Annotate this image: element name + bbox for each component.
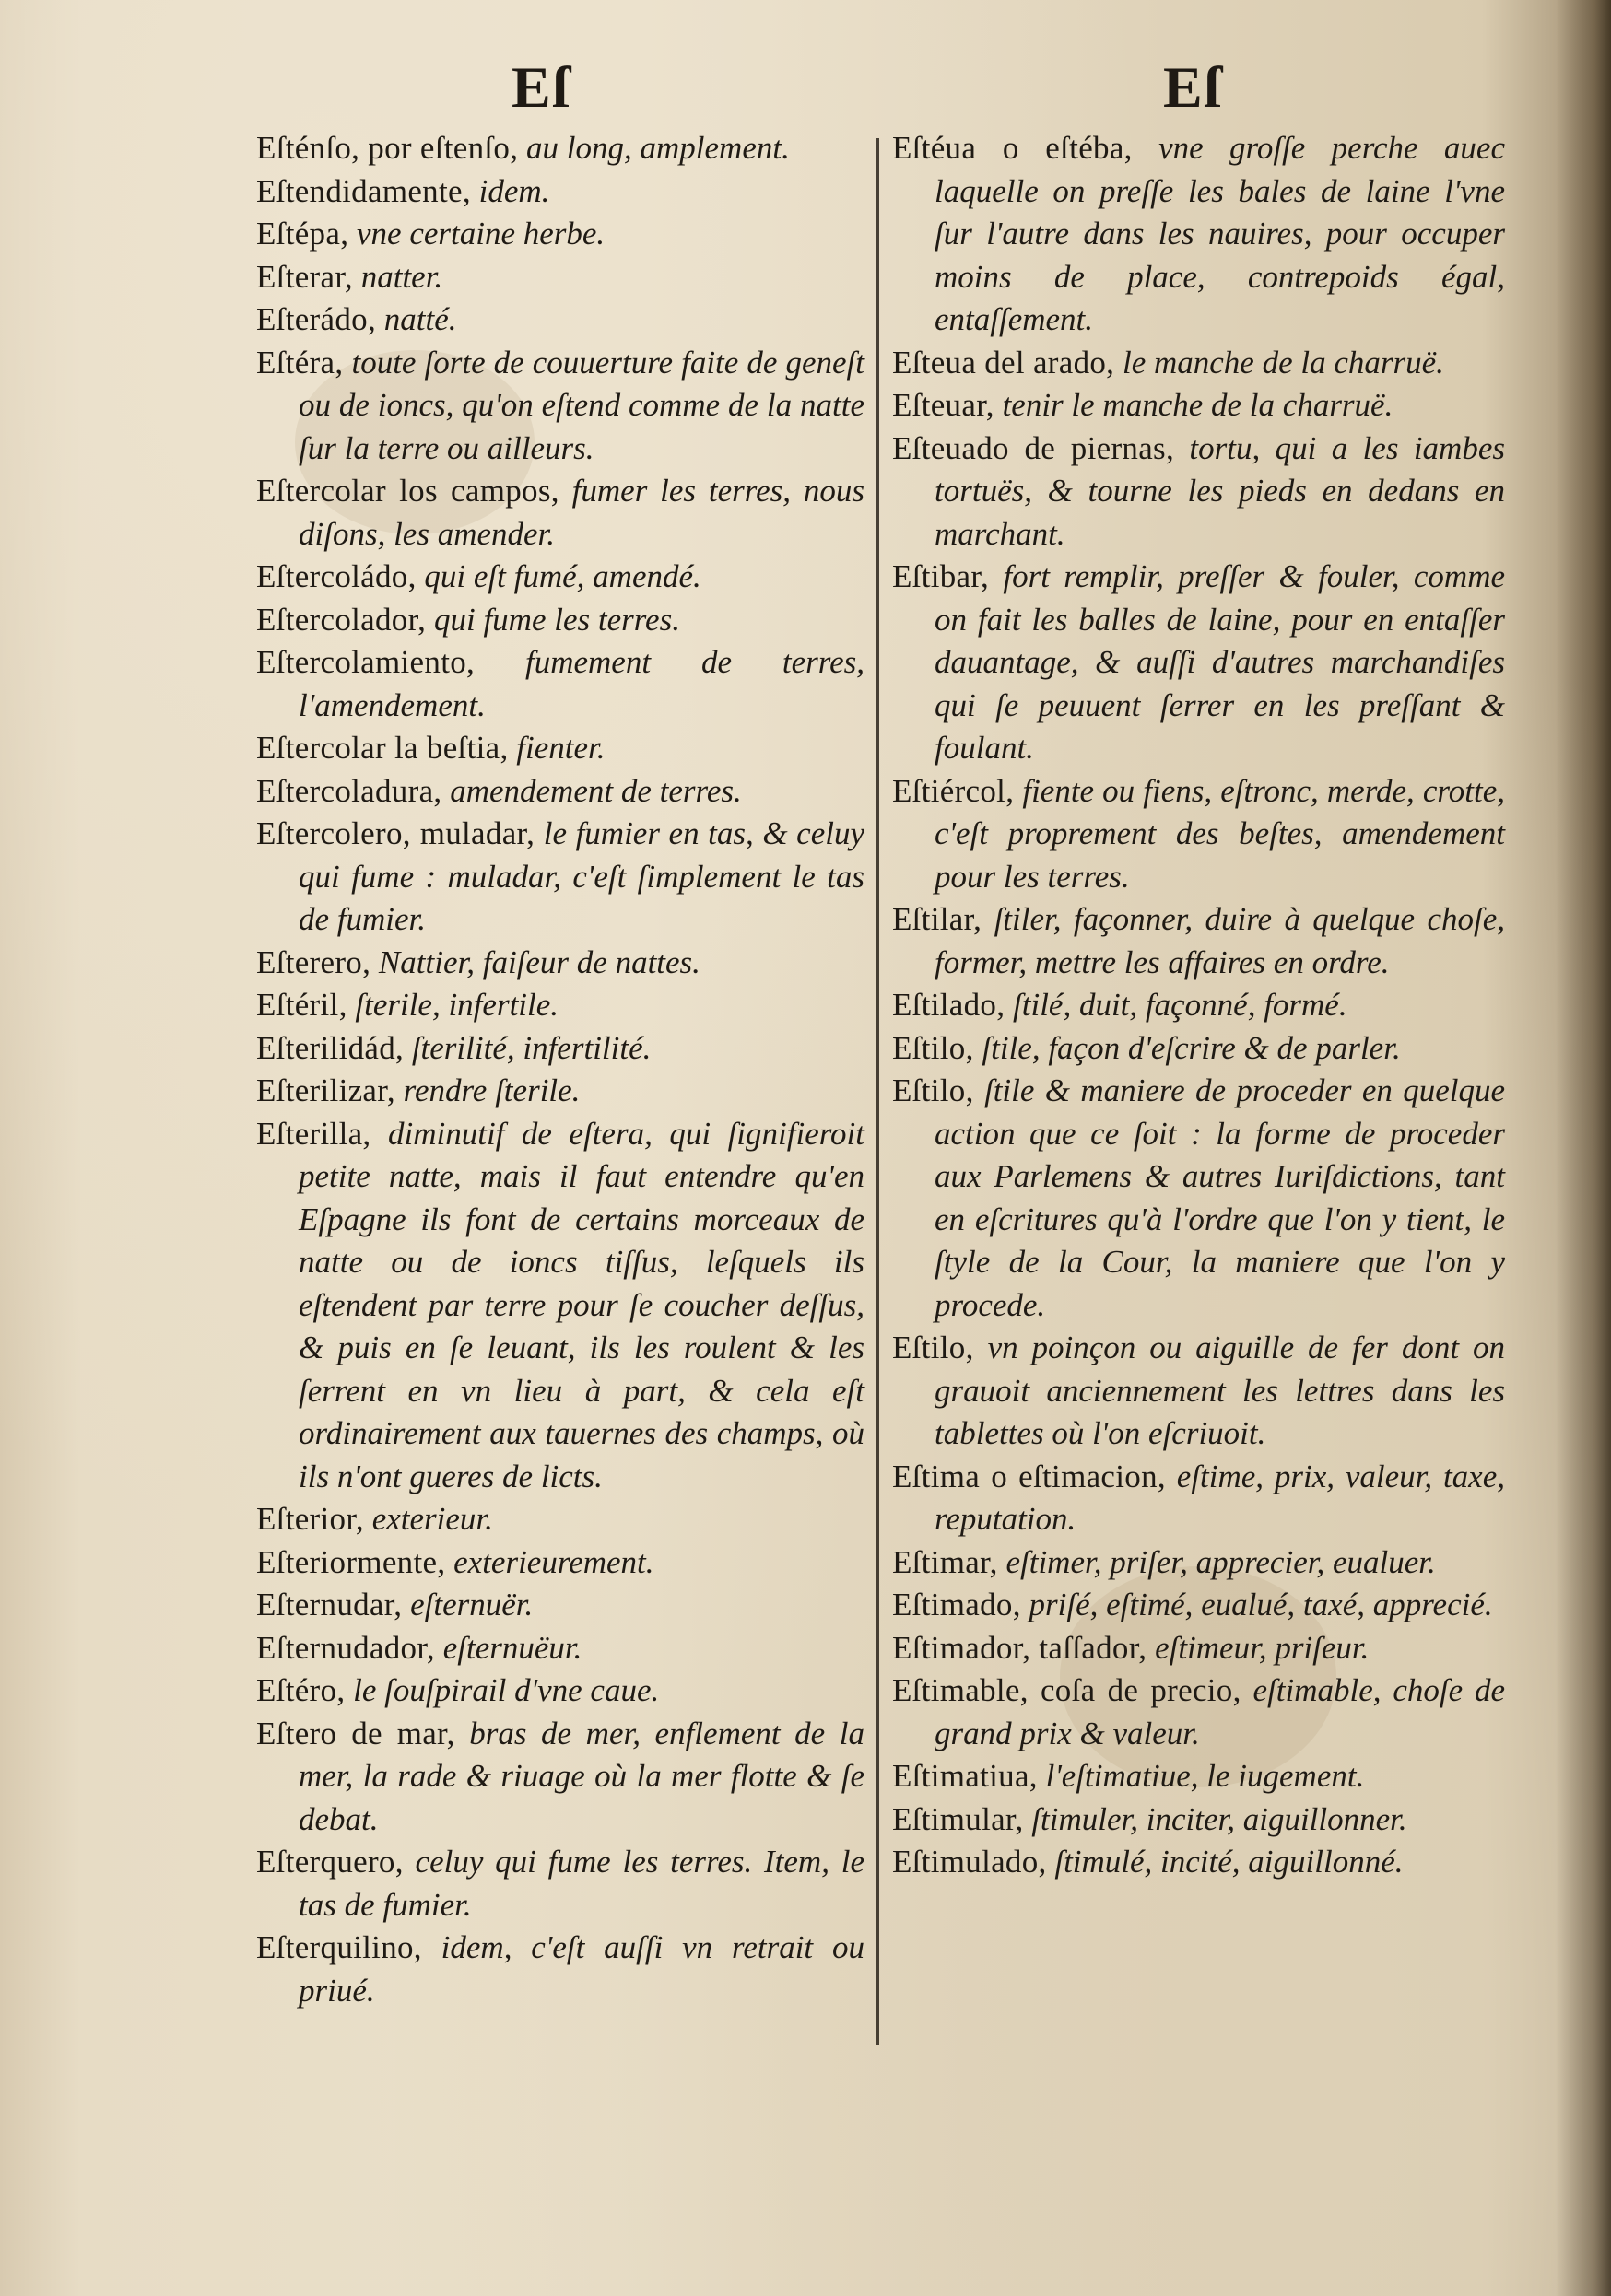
dictionary-entry	[256, 470, 864, 556]
column-divider	[876, 138, 879, 2045]
entry-definition: tortu, qui a les iambes tortuës, & tourne les pieds en dedans en marchant.	[935, 429, 1505, 552]
entry-headword: Eſtilar,	[892, 901, 982, 937]
entry-headword: Eſtéra,	[256, 344, 344, 381]
running-head-right: Eſ	[1163, 54, 1223, 120]
entry-headword: Eſterquero,	[256, 1844, 404, 1880]
entry-headword: Eſtéua o eſtéba,	[892, 130, 1133, 166]
dictionary-entry	[256, 342, 864, 471]
entry-definition: fiente ou fiens, eſtronc, merde, crotte, c'eſt proprement des beſtes, amendement pour les terres.	[935, 772, 1505, 895]
dictionary-entry	[892, 1798, 1505, 1842]
entry-definition: eſternuëur.	[434, 1629, 582, 1666]
dictionary-entry	[256, 556, 864, 599]
entry-definition: vne groſſe perche auec laquelle on preſſe les bales de laine l'vne ſur l'autre dans les nauires, pour occuper moins de place, contrepoids égal, entaſſement.	[935, 130, 1506, 337]
entry-definition: fort remplir, preſſer & fouler, comme on fait les balles de laine, pour en entaſſer dauantage, & auſſi d'autres marchandiſes qui ſe peuuent ſerrer en les preſſant & foulant.	[935, 558, 1505, 766]
entry-headword: Eſternudar,	[256, 1587, 403, 1622]
dictionary-entry	[256, 984, 864, 1027]
dictionary-entry	[256, 727, 864, 770]
dictionary-entry	[892, 127, 1505, 342]
entry-headword: Eſternudador,	[256, 1629, 435, 1666]
entry-headword: Eſtilo,	[892, 1072, 974, 1108]
dictionary-entry	[892, 1327, 1505, 1456]
entry-definition: tenir le manche de la charruë.	[994, 387, 1393, 423]
dictionary-entry	[256, 770, 864, 814]
dictionary-entry	[256, 942, 864, 985]
entry-headword: Eſtilo,	[892, 1029, 974, 1066]
entry-definition: fienter.	[508, 730, 606, 766]
entry-definition: eſtimeur, priſeur.	[1147, 1629, 1370, 1666]
entry-definition: amendement de terres.	[441, 772, 742, 809]
entry-definition: ſtilé, duit, façonné, formé.	[1005, 987, 1347, 1023]
entry-headword: Eſtiércol,	[892, 772, 1015, 809]
dictionary-entry	[256, 127, 864, 170]
dictionary-entry	[892, 384, 1505, 428]
entry-headword: Eſtima o eſtimacion,	[892, 1458, 1166, 1494]
entry-definition: le fumier en tas, & celuy qui fume : muladar, c'eſt ſimplement le tas de fumier.	[299, 815, 864, 937]
entry-headword: Eſtendidamente,	[256, 172, 471, 209]
entry-headword: Eſterilla,	[256, 1115, 371, 1152]
entry-headword: Eſtimador, taſſador,	[892, 1629, 1147, 1666]
dictionary-entry	[892, 428, 1505, 556]
entry-definition: eſternuër.	[402, 1587, 534, 1622]
entry-definition: natté.	[376, 301, 457, 337]
entry-headword: Eſterar,	[256, 258, 353, 295]
entry-headword: Eſtéro,	[256, 1672, 346, 1708]
dictionary-entry	[256, 299, 864, 342]
dictionary-entry	[256, 599, 864, 642]
dictionary-entry	[256, 256, 864, 299]
dictionary-entry	[892, 984, 1505, 1027]
entry-definition: ſterilité, infertilité.	[404, 1029, 652, 1066]
dictionary-entry	[892, 1541, 1505, 1585]
dictionary-entry	[256, 1927, 864, 2012]
dictionary-entry	[256, 1498, 864, 1541]
dictionary-entry	[256, 1841, 864, 1927]
entry-definition: le manche de la charruë.	[1114, 344, 1444, 381]
entry-headword: Eſtilo,	[892, 1330, 974, 1365]
entry-definition: idem, c'eſt auſſi vn retrait ou priué.	[299, 1929, 864, 2009]
entry-definition: rendre ſterile.	[394, 1072, 581, 1108]
entry-headword: Eſtibar,	[892, 558, 989, 594]
entry-headword: Eſterquilino,	[256, 1929, 422, 1965]
entry-definition: fumer les terres, nous diſons, les amender.	[299, 473, 864, 552]
entry-definition: l'eſtimatiue, le iugement.	[1037, 1758, 1365, 1794]
entry-definition: ſtile & maniere de proceder en quelque action que ce ſoit : la forme de proceder aux Parlemens & autres Iuriſdictions, tant en eſcritures qu'à l'ordre que l'on y tient, le ſtyle de la Cour, la maniere que l'on y procede.	[935, 1072, 1505, 1323]
entry-definition: toute ſorte de couuerture faite de geneſt ou de ioncs, qu'on eſtend comme de la natte ſur la terre ou ailleurs.	[299, 344, 864, 466]
entry-headword: Eſtimar,	[892, 1543, 998, 1580]
entry-headword: Eſtépa,	[256, 216, 349, 252]
dictionary-entry	[256, 1113, 864, 1499]
dictionary-entry	[892, 1627, 1505, 1670]
entry-definition: exterieurement.	[445, 1543, 654, 1580]
entry-headword: Eſtercolero, muladar,	[256, 815, 535, 851]
entry-definition: ſtimulé, incité, aiguillonné.	[1046, 1844, 1404, 1880]
entry-definition: ſtile, façon d'eſcrire & de parler.	[973, 1029, 1401, 1066]
entry-headword: Eſtimable, coſa de precio,	[892, 1672, 1241, 1708]
entry-headword: Eſteuado de piernas,	[892, 429, 1175, 466]
entry-definition: eſtime, prix, valeur, taxe, reputation.	[935, 1458, 1505, 1537]
entry-headword: Eſtimular,	[892, 1800, 1024, 1837]
entry-headword: Eſterádo,	[256, 301, 377, 337]
dictionary-entry	[892, 770, 1505, 899]
entry-headword: Eſtilado,	[892, 987, 1005, 1023]
entry-headword: Eſtimatiua,	[892, 1758, 1038, 1794]
entry-definition: le ſouſpirail d'vne caue.	[345, 1672, 660, 1708]
entry-definition: vne certaine herbe.	[348, 216, 606, 252]
entry-headword: Eſterero,	[256, 943, 371, 980]
dictionary-entry	[892, 1841, 1505, 1884]
dictionary-entry	[256, 1584, 864, 1627]
entry-headword: Eſtéril,	[256, 987, 347, 1023]
entry-headword: Eſterilizar,	[256, 1072, 395, 1108]
dictionary-entry	[256, 641, 864, 727]
entry-definition: natter.	[352, 258, 443, 295]
dictionary-entry	[256, 213, 864, 256]
entry-headword: Eſtercolamiento,	[256, 644, 476, 680]
entry-definition: diminutif de eſtera, qui ſignifieroit petite natte, mais il faut entendre qu'en Eſpagne ils font de certains morceaux de natte ou de ioncs tiſſus, leſquels ils eſtendent par terre pour ſe coucher deſſus, & puis en ſe leuant, ils les roulent & les ſerrent en vn lieu à part, & cela eſt ordinairement aux tauernes des champs, où ils n'ont gueres de licts.	[299, 1115, 864, 1494]
dictionary-entry	[892, 898, 1505, 984]
dictionary-entry	[892, 1070, 1505, 1327]
entry-headword: Eſteriormente,	[256, 1543, 446, 1580]
entry-headword: Eſtero de mar,	[256, 1715, 455, 1751]
dictionary-entry	[256, 813, 864, 942]
entry-definition: priſé, eſtimé, eualué, taxé, apprecié.	[1020, 1587, 1493, 1622]
entry-headword: Eſtercoladura,	[256, 772, 442, 809]
entry-headword: Eſterilidád,	[256, 1029, 405, 1066]
entry-definition: fumement de terres, l'amendement.	[299, 644, 864, 723]
page-edge-shadow	[1556, 0, 1611, 2296]
entry-headword: Eſtercolador,	[256, 601, 427, 638]
entry-headword: Eſtimulado,	[892, 1844, 1047, 1880]
dictionary-entry	[892, 342, 1505, 385]
entry-definition: eſtimable, choſe de grand prix & valeur.	[935, 1672, 1505, 1751]
dictionary-entry	[256, 1627, 864, 1670]
entry-definition: qui fume les terres.	[426, 601, 680, 638]
dictionary-entry	[892, 1027, 1505, 1071]
dictionary-entry	[256, 1541, 864, 1585]
right-column	[892, 127, 1505, 1884]
dictionary-entry	[892, 1584, 1505, 1627]
entry-definition: ſterile, infertile.	[347, 987, 559, 1023]
entry-headword: Eſterior,	[256, 1501, 364, 1537]
dictionary-entry	[256, 1070, 864, 1113]
entry-headword: Eſtercolar los campos,	[256, 473, 559, 509]
dictionary-entry	[256, 1669, 864, 1713]
dictionary-entry	[892, 556, 1505, 770]
entry-headword: Eſteua del arado,	[892, 344, 1115, 381]
entry-headword: Eſteuar,	[892, 387, 994, 423]
entry-headword: Eſtercolar la beſtia,	[256, 730, 509, 766]
entry-headword: Eſtercoládo,	[256, 558, 417, 594]
entry-headword: Eſténſo, por eſtenſo,	[256, 130, 519, 166]
entry-definition: exterieur.	[363, 1501, 493, 1537]
entry-headword: Eſtimado,	[892, 1587, 1021, 1622]
left-column	[256, 127, 864, 2012]
entry-definition: celuy qui fume les terres. Item, le tas de fumier.	[299, 1844, 864, 1923]
entry-definition: Nattier, faiſeur de nattes.	[370, 943, 700, 980]
entry-definition: qui eſt fumé, amendé.	[416, 558, 701, 594]
dictionary-entry	[256, 1713, 864, 1842]
dictionary-entry	[256, 170, 864, 214]
entry-definition: idem.	[470, 172, 550, 209]
entry-definition: vn poinçon ou aiguille de fer dont on grauoit anciennement les lettres dans les tablettes où l'on eſcriuoit.	[935, 1330, 1505, 1451]
dictionary-entry	[892, 1755, 1505, 1798]
entry-definition: eſtimer, priſer, apprecier, eualuer.	[997, 1543, 1436, 1580]
running-head-left: Eſ	[512, 54, 571, 120]
dictionary-entry	[892, 1456, 1505, 1541]
entry-definition: ſtiler, façonner, duire à quelque choſe, former, mettre les affaires en ordre.	[935, 901, 1505, 980]
entry-definition: au long, amplement.	[518, 130, 790, 166]
dictionary-entry	[256, 1027, 864, 1071]
entry-definition: ſtimuler, inciter, aiguillonner.	[1023, 1800, 1407, 1837]
dictionary-entry	[892, 1669, 1505, 1755]
entry-definition: bras de mer, enflement de la mer, la rade & riuage où la mer flotte & ſe debat.	[299, 1715, 865, 1837]
